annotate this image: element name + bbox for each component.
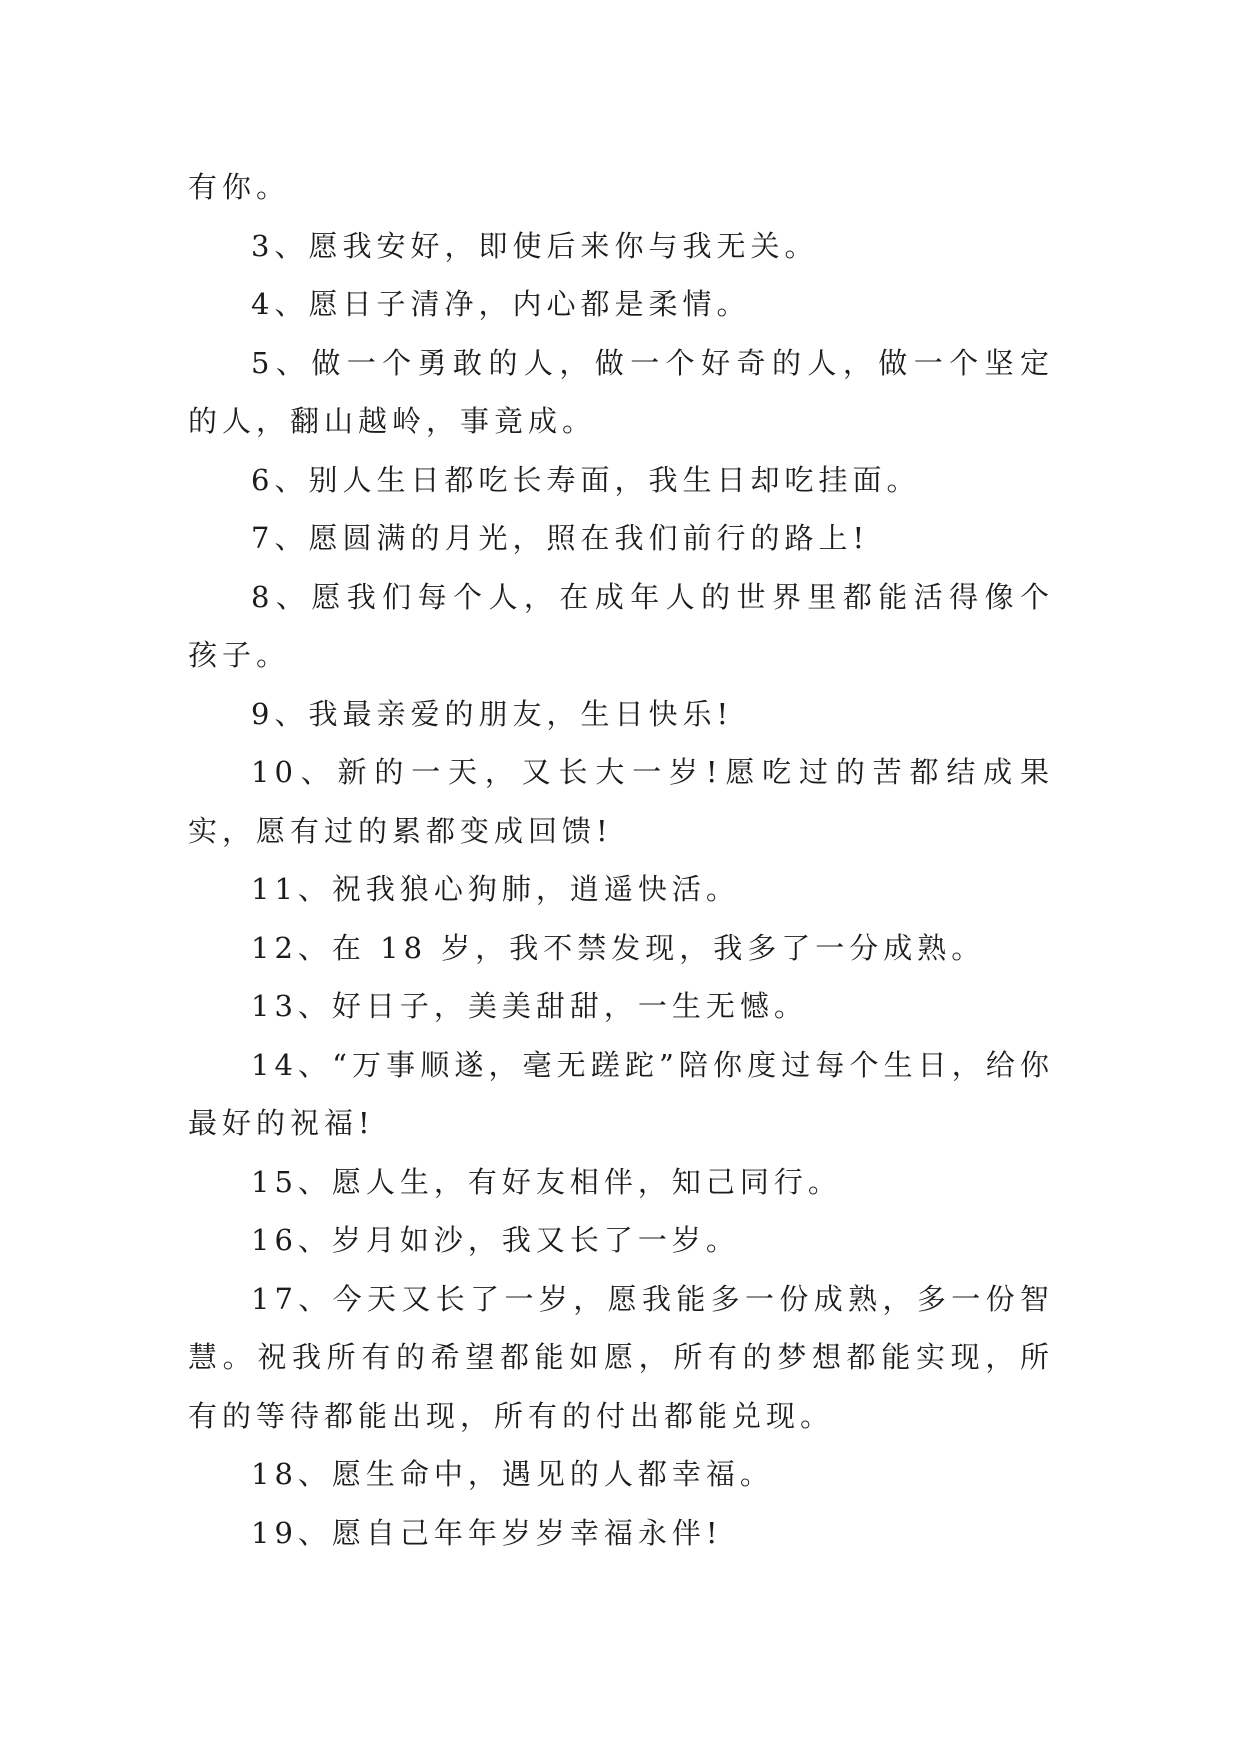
document-body (188, 158, 1054, 1562)
paragraph-item-15: 15、愿人生，有好友相伴，知己同行。 (251, 1164, 842, 1199)
paragraph-item-18: 18、愿生命中，遇见的人都幸福。 (251, 1457, 774, 1491)
paragraph-item-12: 12、在 18 岁，我不禁发现，我多了一分成熟。 (251, 930, 986, 965)
paragraph-item-13: 13、好日子，美美甜甜，一生无憾。 (251, 989, 808, 1023)
paragraph-item-4: 4、愿日子清净，内心都是柔情。 (251, 287, 751, 321)
paragraph-item-8: 8、愿我们每个人，在成年人的世界里都能活得像个孩子。 (188, 579, 1054, 672)
paragraph-item-6: 6、别人生日都吃长寿面，我生日却吃挂面。 (251, 462, 921, 497)
paragraph-item-19: 19、愿自己年年岁岁幸福永伴! (251, 1515, 723, 1550)
paragraph-item-7: 7、愿圆满的月光，照在我们前行的路上! (251, 521, 870, 555)
paragraph-item-16: 16、岁月如沙，我又长了一岁。 (251, 1223, 740, 1257)
paragraph-item-5: 5、做一个勇敢的人，做一个好奇的人，做一个坚定的人，翻山越岭，事竟成。 (188, 345, 1054, 438)
paragraph-item-10: 10、新的一天，又长大一岁!愿吃过的苦都结成果实，愿有过的累都变成回馈! (188, 755, 1054, 848)
paragraph-item-3: 3、愿我安好，即使后来你与我无关。 (251, 228, 819, 263)
paragraph-item-9: 9、我最亲爱的朋友，生日快乐! (251, 696, 734, 731)
paragraph-continuation: 有你。 (188, 170, 291, 204)
paragraph-item-14: 14、“万事顺遂，毫无蹉跎”陪你度过每个生日，给你最好的祝福! (188, 1047, 1054, 1140)
paragraph-item-17: 17、今天又长了一岁，愿我能多一份成熟，多一份智慧。祝我所有的希望都能如愿，所有的梦想都能实现，所有的等待都能出现，所有的付出都能兑现。 (188, 1281, 1054, 1433)
paragraph-item-11: 11、祝我狼心狗肺，逍遥快活。 (251, 872, 740, 906)
